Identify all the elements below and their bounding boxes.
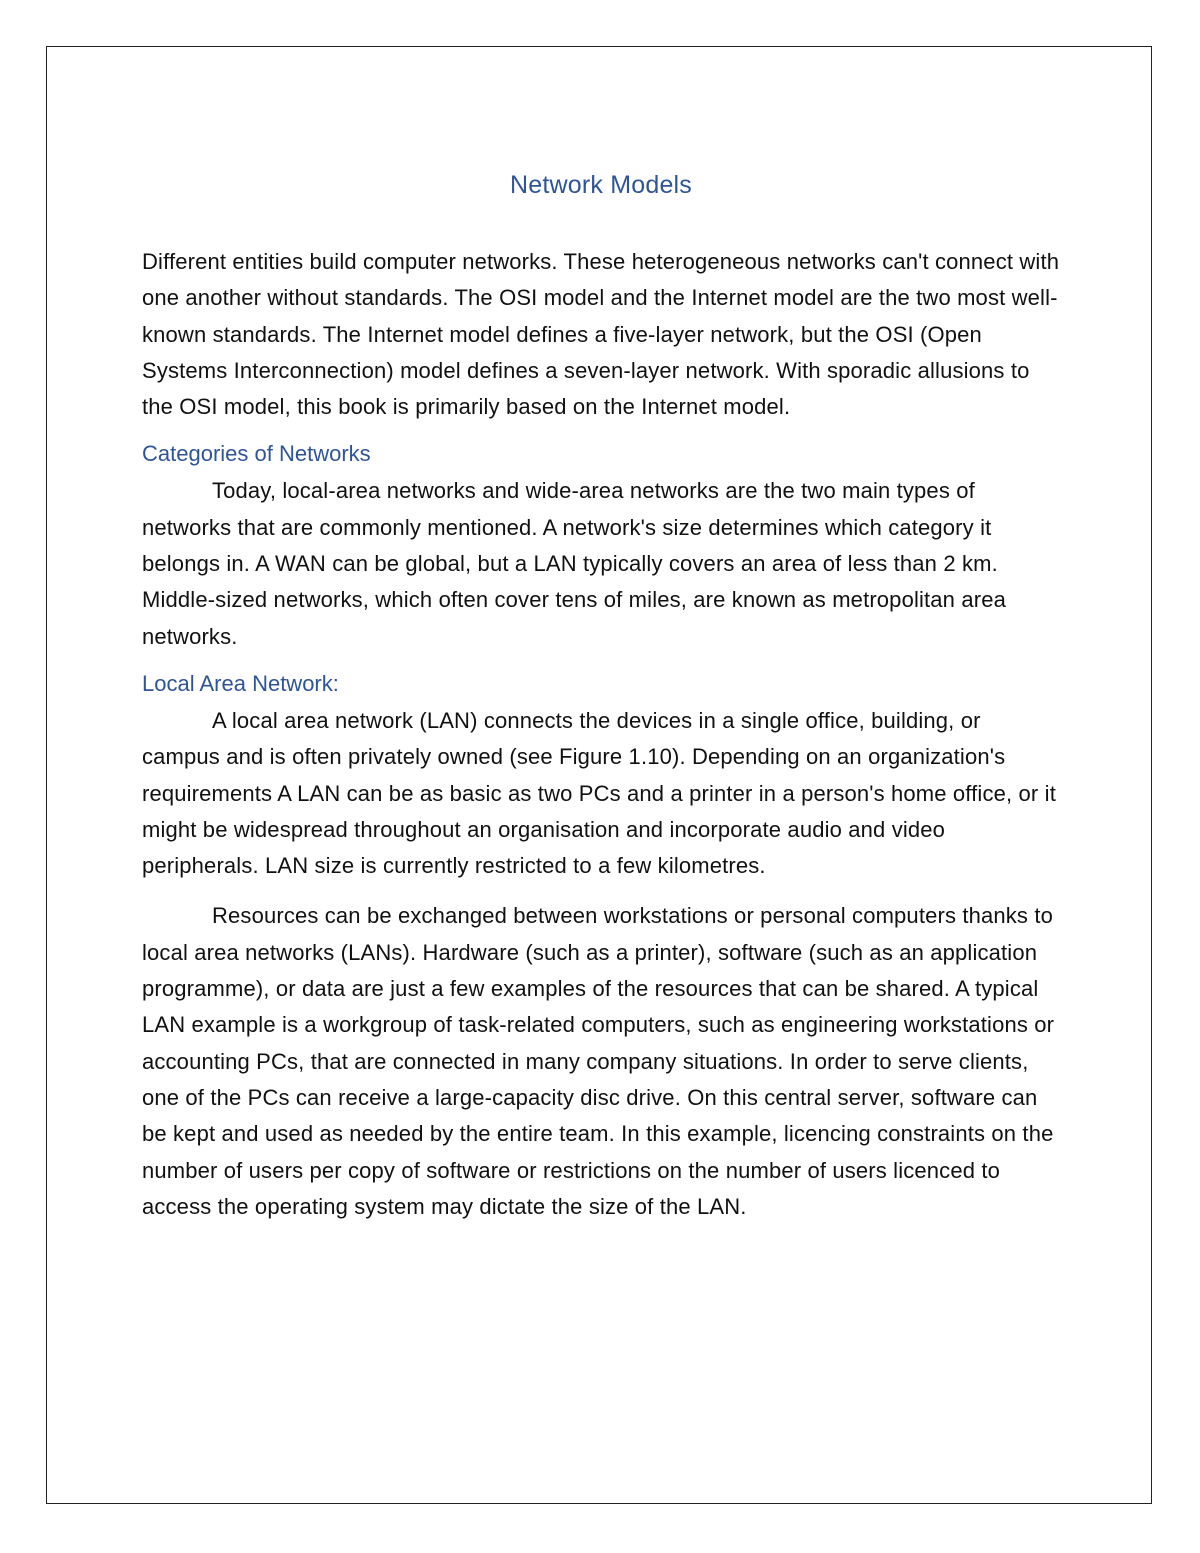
document-title: Network Models [509, 171, 693, 199]
section-heading-lan: Local Area Network: [142, 670, 339, 696]
document-body [142, 168, 1060, 1225]
section-heading-categories: Categories of Networks [142, 441, 371, 467]
categories-paragraph: Today, local-area networks and wide-area networks are the two main types of networks that are commonly mentioned. A network's size determines which category it belongs in. A WAN can be global, but a LAN typically covers an area of less than 2 km. Middle-sized networks, which often cover tens of miles, are known as metropolitan area networks. [142, 478, 1006, 649]
lan-paragraph-1: A local area network (LAN) connects the devices in a single office, building, or campus and is often privately owned (see Figure 1.10). Depending on an organization's requirements A LAN can be as basic as two PCs and a printer in a person's home office, or it might be widespread throughout an organisation and incorporate audio and video peripherals. LAN size is currently restricted to a few kilometres. [142, 707, 1056, 879]
intro-paragraph: Different entities build computer networks. These heterogeneous networks can't connect with one another without standards. The OSI model and the Internet model are the two most well-known standards. The Internet model defines a five-layer network, but the OSI (Open Systems Interconnection) model defines a seven-layer network. With sporadic allusions to the OSI model, this book is primarily based on the Internet model. [142, 249, 1060, 420]
lan-paragraph-2: Resources can be exchanged between workstations or personal computers thanks to local area networks (LANs). Hardware (such as a printer), software (such as an application programme), or data are just a few examples of the resources that can be shared. A typical LAN example is a workgroup of task-related computers, such as engineering workstations or accounting PCs, that are connected in many company situations. In order to serve clients, one of the PCs can receive a large-capacity disc drive. On this central server, software can be kept and used as needed by the entire team. In this example, licencing constraints on the number of users per copy of software or restrictions on the number of users licenced to access the operating system may dictate the size of the LAN. [142, 903, 1055, 1219]
